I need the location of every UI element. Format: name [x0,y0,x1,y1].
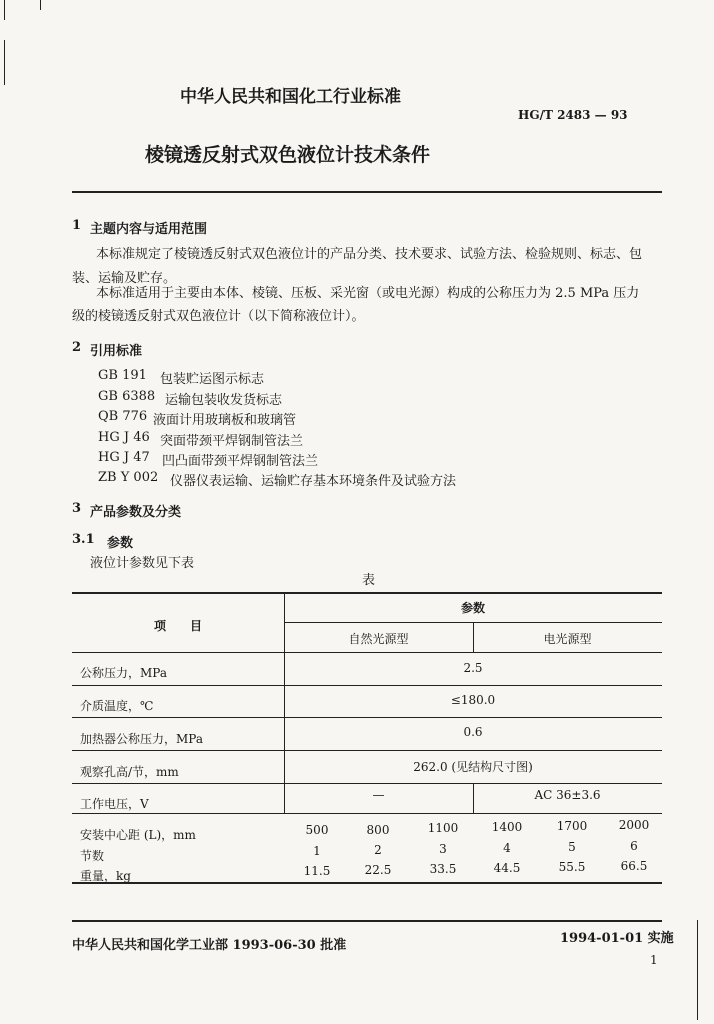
weight-value: 66.5 [620,859,648,873]
table-header-rule [72,652,662,653]
table-row-rule [72,750,662,751]
row-label: 加热器公称压力，MPa [80,732,203,746]
section-1-paragraph-1: 本标准规定了棱镜透反射式双色液位计的产品分类、技术要求、试验方法、检验规则、标志、包 [96,247,643,262]
reference-title: 运输包装收发货标志 [165,393,283,408]
reference-title: 仪器仪表运输、运输贮存基本环境条件及试验方法 [170,474,457,489]
weight-value: 33.5 [429,862,457,876]
subsection-3-1-heading: 参数 [107,536,134,551]
distance-value: 1100 [427,821,459,835]
params-column-header: 参数 [460,601,485,615]
row-value: 2.5 [463,661,483,675]
reference-code: HG J 46 [98,430,150,445]
row-value: 262.0 (见结构尺寸图) [413,760,533,774]
section-3-number: 3 [72,501,82,516]
distance-value: 2000 [618,818,650,832]
scan-edge-mark [4,40,5,85]
sections-value: 5 [568,840,576,854]
row-value: ≤180.0 [450,693,496,707]
table-intro: 液位计参数见下表 [90,556,195,571]
section-2-heading: 引用标准 [90,344,143,359]
section-1-paragraph-2-cont: 级的棱镜透反射式双色液位计（以下简称液位计）。 [72,309,365,324]
reference-title: 突面带颈平焊钢制管法兰 [160,434,304,449]
sections-value: 1 [313,844,321,858]
reference-code: GB 191 [98,368,147,383]
footer-rule [72,920,662,922]
row-label: 观察孔高/节，mm [80,765,179,779]
row-label: 介质温度，℃ [80,699,154,713]
issuer-title: 中华人民共和国化工行业标准 [180,87,401,107]
electric-light-column-header: 电光源型 [543,632,592,646]
approval-line: 中华人民共和国化学工业部 1993-06-30 批准 [72,938,347,953]
section-3-heading: 产品参数及分类 [90,505,182,520]
section-1-heading: 主题内容与适用范围 [90,222,208,237]
scan-edge-mark [697,920,698,1020]
reference-code: GB 6388 [98,389,156,404]
table-row-rule [72,813,662,814]
table-row-rule [72,685,662,686]
reference-code: HG J 47 [98,450,150,465]
section-1-number: 1 [72,218,82,233]
reference-title: 液面计用玻璃板和玻璃管 [153,413,297,428]
distance-value: 800 [366,823,390,837]
reference-code: QB 776 [98,409,148,424]
weight-value: 55.5 [558,860,586,874]
table-row-rule [72,717,662,718]
document-title: 棱镜透反射式双色液位计技术条件 [145,144,431,166]
natural-light-column-header: 自然光源型 [348,632,409,646]
voltage-label: 工作电压，V [80,797,149,811]
voltage-electric-value: AC 36±3.6 [534,788,601,802]
sections-value: 2 [374,843,382,857]
distance-label: 安装中心距 (L)，mm [80,828,196,842]
section-1-paragraph-1-cont: 装、运输及贮存。 [72,271,177,286]
section-1-paragraph-2: 本标准适用于主要由本体、棱镜、压板、采光窗（或电光源）构成的公称压力为 2.5 MPa 压力 [96,286,640,301]
table-top-rule [72,592,662,594]
table-row-rule [72,783,662,784]
scan-edge-mark [4,0,5,20]
sections-value: 6 [630,839,638,853]
page-number: 1 [650,953,658,967]
sections-label: 节数 [80,849,105,863]
distance-value: 1400 [491,820,523,834]
standard-code: HG/T 2483 — 93 [518,108,628,122]
distance-value: 500 [305,823,329,837]
voltage-natural-value: — [372,788,385,802]
reference-code: ZB Y 002 [98,470,159,485]
section-2-number: 2 [72,340,82,355]
reference-title: 包装贮运图示标志 [160,372,265,387]
row-value: 0.6 [463,725,483,739]
weight-value: 44.5 [493,861,521,875]
row-label: 公称压力，MPa [80,666,167,680]
sections-value: 3 [439,842,447,856]
subsection-3-1-number: 3.1 [72,532,95,547]
weight-label: 重量，kg [80,869,131,883]
weight-value: 22.5 [364,863,392,877]
table-caption: 表 [362,573,376,588]
reference-title: 凹凸面带颈平焊钢制管法兰 [162,454,319,469]
scan-edge-mark [40,0,41,10]
header-rule [72,191,662,193]
sections-value: 4 [503,841,511,855]
table-bottom-rule [72,882,662,884]
item-column-header: 项 目 [153,619,202,633]
distance-value: 1700 [556,819,588,833]
effective-date: 1994-01-01 实施 [560,931,674,946]
weight-value: 11.5 [303,864,331,878]
